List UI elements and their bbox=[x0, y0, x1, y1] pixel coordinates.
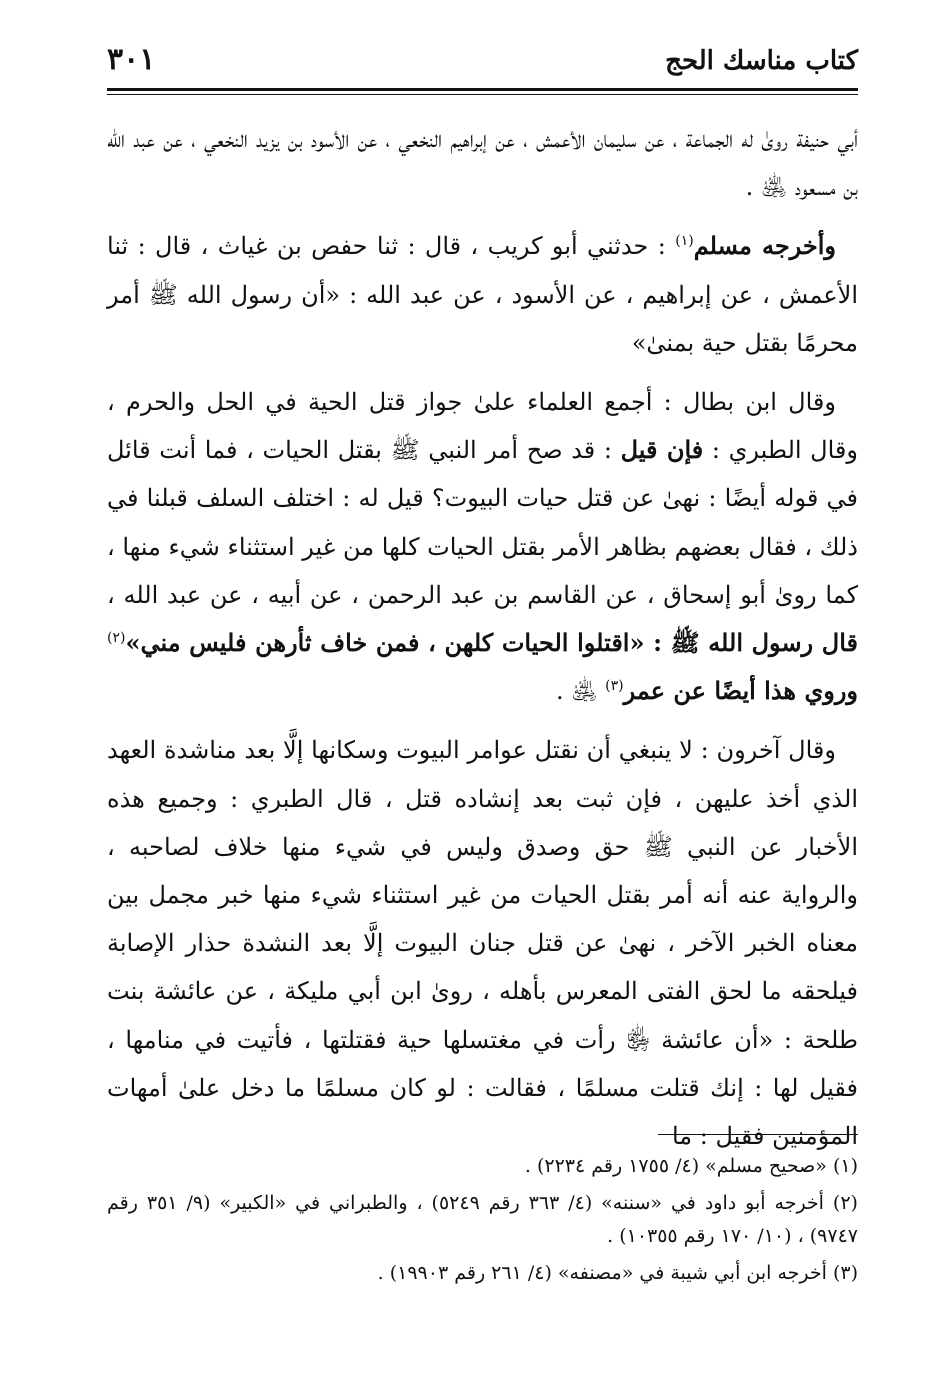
paragraph-3-bold-1: فإن قيل bbox=[620, 435, 704, 465]
header-divider-thin bbox=[107, 94, 858, 95]
page-header bbox=[107, 38, 858, 88]
book-title: كتاب مناسك الحج bbox=[665, 46, 858, 76]
paragraph-3-bold-3: وروي هذا أيضًا عن عمر bbox=[623, 676, 858, 706]
footnote-1: (١) «صحيح مسلم» (٤/ ١٧٥٥ رقم ٢٢٣٤) . bbox=[524, 1155, 858, 1177]
footnote-2: (٢) أخرجه أبو داود في «سننه» (٤/ ٣٦٣ رقم ٥٢٤٩) ، والطبراني في «الكبير» (٩/ ٣٥١ رقم ٩٧٤٧) ، (١٠/ ١٧٠ رقم ١٠٣٥٥) . bbox=[107, 1192, 858, 1247]
paragraph-3-text-c: ﵁ . bbox=[555, 677, 606, 706]
paragraph-4: وقال آخرون : لا ينبغي أن نقتل عوامر البيوت وسكانها إلَّا بعد مناشدة العهد الذي أخذ عليهن ، فإن ثبت بعد إنشاده قتل ، قال الطبري : وجميع هذه الأخبار عن النبي ﷺ حق وصدق وليس في شيء منها خلاف لصاحبه ، والرواية عنه أنه أمر بقتل الحيات من غير استثناء شيء منها خبر مجمل بين معناه الخبر الآخر ، نهىٰ عن قتل جنان البيوت إلَّا بعد النشدة حذار الإصابة فيلحقه ما لحق الفتى المعرس بأهله ، روىٰ ابن أبي مليكة ، عن عائشة بنت طلحة : «أن عائشة ﵂ رأت في مغتسلها حية فقتلتها ، فأتيت في منامها ، فقيل لها : إنك قتلت مسلمًا ، فقالت : لو كان مسلمًا ما دخل علىٰ أمهات المؤمنين فقيل : ما bbox=[107, 736, 858, 1151]
paragraph-2-text: : حدثني أبو كريب ، قال : ثنا حفص بن غياث ، قال : ثنا الأعمش ، عن إبراهيم ، عن الأسود ، عن عبد الله : «أن رسول الله ﷺ أمر محرمًا بقتل حية بمنىٰ» bbox=[107, 232, 858, 357]
paragraph-2-lead: وأخرجه مسلم bbox=[693, 231, 837, 261]
footnotes bbox=[107, 1150, 858, 1294]
page-number: ٣٠١ bbox=[107, 42, 156, 77]
paragraph-3 bbox=[107, 378, 858, 715]
footnote-3: (٣) أخرجه ابن أبي شيبة في «مصنفه» (٤/ ٢٦١ رقم ١٩٩٠٣) . bbox=[377, 1262, 858, 1284]
header-divider bbox=[107, 88, 858, 91]
paragraph-3-text-b: : قد صح أمر النبي ﷺ بقتل الحيات ، فما أنت قائل في قوله أيضًا : نهىٰ عن قتل حيات البيوت؟ قيل له : اختلف السلف قبلنا في ذلك ، فقال بعضهم بظاهر الأمر بقتل الحيات كلها من غير استثناء شيء منها ، كما روىٰ أبو إسحاق ، عن القاسم بن عبد الرحمن ، عن أبيه ، عن عبد الله ، bbox=[107, 436, 858, 609]
footnote-divider bbox=[658, 1134, 858, 1135]
paragraph-3-bold-2: قال رسول الله ﷺ : «اقتلوا الحيات كلهن ، فمن خاف ثأرهن فليس مني» bbox=[125, 628, 858, 658]
footnote-ref-3: (٣) bbox=[605, 678, 624, 695]
paragraph-1: أبي حنيفة روىٰ له الجماعة ، عن سليمان الأعمش ، عن إبراهيم النخعي ، عن الأسود بن يزيد النخعي ، عن عبد الله بن مسعود ﵁ . bbox=[107, 125, 858, 202]
paragraph-3-text-a: وقال ابن بطال : أجمع العلماء علىٰ جواز قتل الحية في الحل والحرم ، وقال الطبري : bbox=[107, 388, 858, 465]
main-text bbox=[107, 115, 858, 1171]
paragraph-2 bbox=[107, 222, 858, 367]
footnote-ref-1: (١) bbox=[675, 233, 694, 250]
footnote-ref-2: (٢) bbox=[107, 630, 126, 647]
